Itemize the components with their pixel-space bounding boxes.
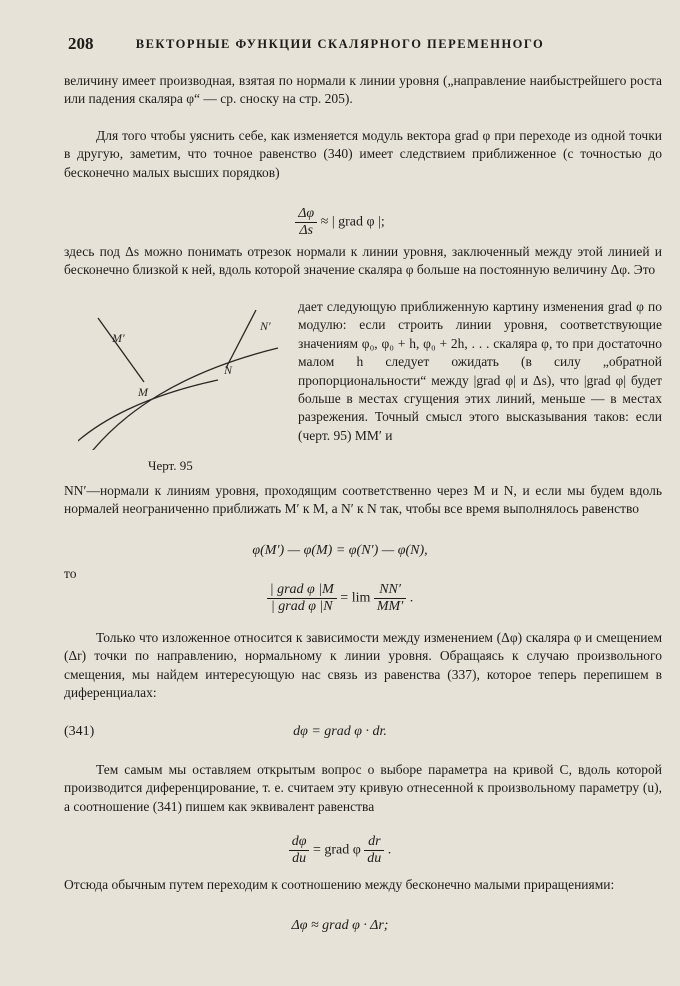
formula-1-rest: ≈ | grad φ |; xyxy=(320,214,385,230)
formula-3-end: . xyxy=(409,590,414,606)
formula-4-right-numerator: dr xyxy=(364,834,384,851)
paragraph-4-continued: NN′—нормали к линиям уровня, проходящим соответственно через M и N, и если мы будем вдоль нормалей неограниченно приближать M′ к M, а N′ к N так, чтобы все время выполнялось равенство xyxy=(64,483,662,517)
formula-4-mid: = grad φ xyxy=(312,842,361,858)
label-m: M xyxy=(138,385,148,399)
formula-limit xyxy=(0,582,680,615)
paragraph-6: Тем самым мы оставляем открытым вопрос о выборе параметра на кривой C, вдоль которой производится диференцирование, т. е. считаем эту кривую отнесенной к произвольному параметру (u), а соотношение (341) пишем как эквивалент равенства xyxy=(64,762,662,814)
label-n: N xyxy=(224,363,233,377)
formula-4-right-denominator: du xyxy=(367,851,382,866)
figure-95 xyxy=(78,300,288,455)
formula-3-lim: = lim xyxy=(340,590,371,606)
figure-caption: Черт. 95 xyxy=(148,458,193,473)
paragraph-5: Только что изложенное относится к зависимости между изменением (Δφ) скаляра φ и смещением (Δr) точки по направлению, нормальному к линии уровня. Обращаясь к случаю произвольного смещения, мы найдем интересующую нас связь из равенства (337), которое теперь перепишем в диференциалах: xyxy=(64,630,662,701)
page-number: 208 xyxy=(68,34,94,53)
running-title: ВЕКТОРНЫЕ ФУНКЦИИ СКАЛЯРНОГО ПЕРЕМЕННОГО xyxy=(135,37,545,51)
formula-3-right-numerator: NN′ xyxy=(374,582,406,599)
formula-3-denominator: | grad φ |N xyxy=(270,599,333,614)
equation-number-341: (341) xyxy=(64,724,95,739)
formula-1-denominator: Δs xyxy=(299,223,313,238)
paragraph-3: здесь под Δs можно понимать отрезок нормали к линии уровня, заключенный между этой линией и бесконечно близкой к ней, вдоль которой значение скаляра φ больше на постоянную величину Δφ. Это xyxy=(64,244,662,278)
formula-approx-gradient xyxy=(0,206,680,239)
formula-341: dφ = grad φ · dr. xyxy=(293,724,387,739)
formula-equality: φ(M′) — φ(M) = φ(N′) — φ(N), xyxy=(252,543,428,558)
formula-4-left-numerator: dφ xyxy=(289,834,310,851)
paragraph-7: Отсюда обычным путем переходим к соотношению между бесконечно малыми приращениями: xyxy=(64,877,615,892)
formula-increments: Δφ ≈ grad φ · Δr; xyxy=(291,918,389,933)
formula-4-end: . xyxy=(387,842,392,858)
formula-derivative xyxy=(0,834,680,867)
label-m-prime: M′ xyxy=(112,331,125,345)
formula-3-numerator: | grad φ |M xyxy=(267,582,337,599)
paragraph-2: Для того чтобы уяснить себе, как изменяется модуль вектора grad φ при переходе из одной точки в другую, заметим, что точное равенство (340) имеет следствием приближенное (с точностью до бесконечно малых высших порядков) xyxy=(64,128,662,180)
formula-4-left-denominator: du xyxy=(292,851,307,866)
paragraph-1: величину имеет производная, взятая по нормали к линии уровня („направление наибыстрейшего роста или падения скаляра φ“ — ср. сноску на стр. 205). xyxy=(64,73,662,107)
label-n-prime: N′ xyxy=(260,319,271,333)
formula-3-right-denominator: MM′ xyxy=(376,599,404,614)
paragraph-4-right-column: дает следующую приближенную картину изменения grad φ по модулю: если строить линии уровня, соответствующие значениям φ₀, φ₀ + h, φ₀ + 2h, . . . скаляра φ, то при достаточно малом h следует ожидать (в силу „обратной пропорциональности“ между |grad φ| и Δs), что |grad φ| будет больше в местах сгущения этих линий, меньше — в местах разрежения. Точный смысл этого высказывания таков: если (черт. 95) MM′ и xyxy=(298,299,662,443)
word-to: то xyxy=(64,566,77,581)
formula-1-numerator: Δφ xyxy=(295,206,317,223)
